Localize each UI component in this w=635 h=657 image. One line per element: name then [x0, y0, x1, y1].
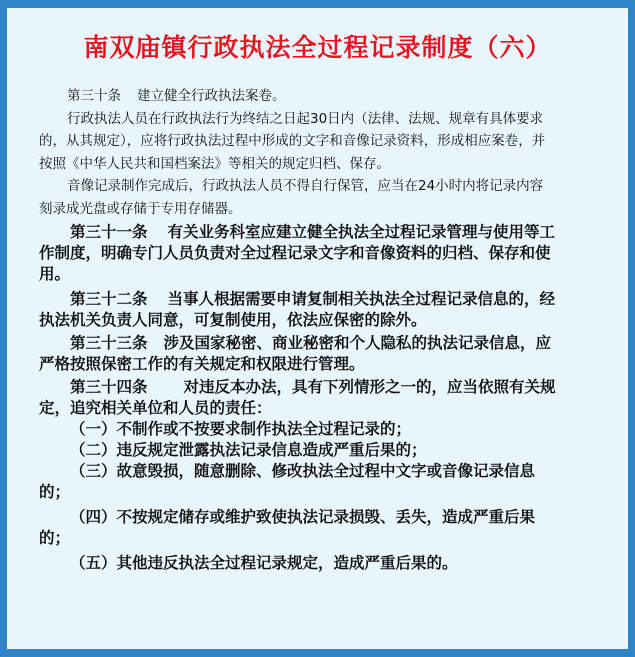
article-30-heading-text: 建立健全行政执法案卷。 — [137, 88, 286, 104]
article-33-text: 涉及国家秘密、商业秘密和个人隐私的执法记录信息，应 — [163, 334, 552, 352]
article-30-p1-line1: 行政执法人员在行政执法行为终结之日起30日内（法律、法规、规章有具体要求 — [67, 110, 544, 127]
document-title: 南双庙镇行政执法全过程记录制度（六） — [83, 33, 552, 62]
article-34-line1 — [39, 377, 598, 398]
article-34-item-5: （五）其他违反执法全过程记录规定，造成严重后果的。 — [70, 554, 458, 572]
article-33-line1 — [39, 333, 598, 354]
article-30-p2-line1: 音像记录制作完成后，行政执法人员不得自行保管，应当在24小时内将记录内容 — [67, 178, 544, 194]
article-31-number: 第三十一条 — [70, 223, 148, 241]
article-34-line2: 定，追究相关单位和人员的责任： — [39, 399, 272, 417]
article-34-item-3-line1: （三）故意毁损，随意删除、修改执法全过程中文字或音像记录信息 — [70, 462, 536, 480]
article-32-line2: 执法机关负责人同意，可复制使用，依法应保密的除外。 — [39, 311, 427, 329]
article-30-p2-line2: 刻录成光盘或存储于专用存储器。 — [39, 200, 242, 217]
article-33-line2: 严格按照保密工作的有关规定和权限进行管理。 — [39, 355, 365, 373]
article-30-p1-line3: 按照《中华人民共和国档案法》等相关的规定归档、保存。 — [39, 155, 390, 172]
article-30-heading — [39, 85, 598, 108]
article-31-line2: 作制度，明确专门人员负责对全过程记录文字和音像资料的归档、保存和使 — [39, 244, 551, 262]
article-32-text: 当事人根据需要申请复制相关执法全过程记录信息的，经 — [167, 290, 556, 308]
article-34-item-4-line1: （四）不按规定储存或维护致使执法记录损毁、丢失，造成严重后果 — [70, 508, 536, 526]
article-32-line1 — [39, 289, 598, 310]
document-body — [39, 85, 598, 574]
article-34-item-1: （一）不制作或不按要求制作执法全过程记录的； — [70, 420, 412, 438]
article-34-number: 第三十四条 — [70, 378, 148, 396]
article-30-p1-line2: 的，从其规定），应将行政执法过程中形成的文字和音像记录资料，形成相应案卷，并 — [39, 133, 546, 149]
article-31-text: 有关业务科室应建立健全执法全过程记录管理与使用等工 — [167, 223, 556, 241]
article-34-item-2: （二）违反规定泄露执法记录信息造成严重后果的； — [70, 441, 427, 459]
article-34-text: 对违反本办法，具有下列情形之一的，应当依照有关规 — [183, 378, 556, 396]
article-30-number: 第三十条 — [67, 88, 121, 104]
article-31-line3: 用。 — [39, 265, 71, 283]
article-34-item-3-line2: 的； — [39, 483, 71, 501]
article-31-line1 — [39, 222, 598, 243]
article-32-number: 第三十二条 — [70, 290, 148, 308]
article-34-item-4-line2: 的； — [39, 529, 71, 547]
article-33-number: 第三十三条 — [70, 334, 148, 352]
document-board — [7, 8, 628, 649]
